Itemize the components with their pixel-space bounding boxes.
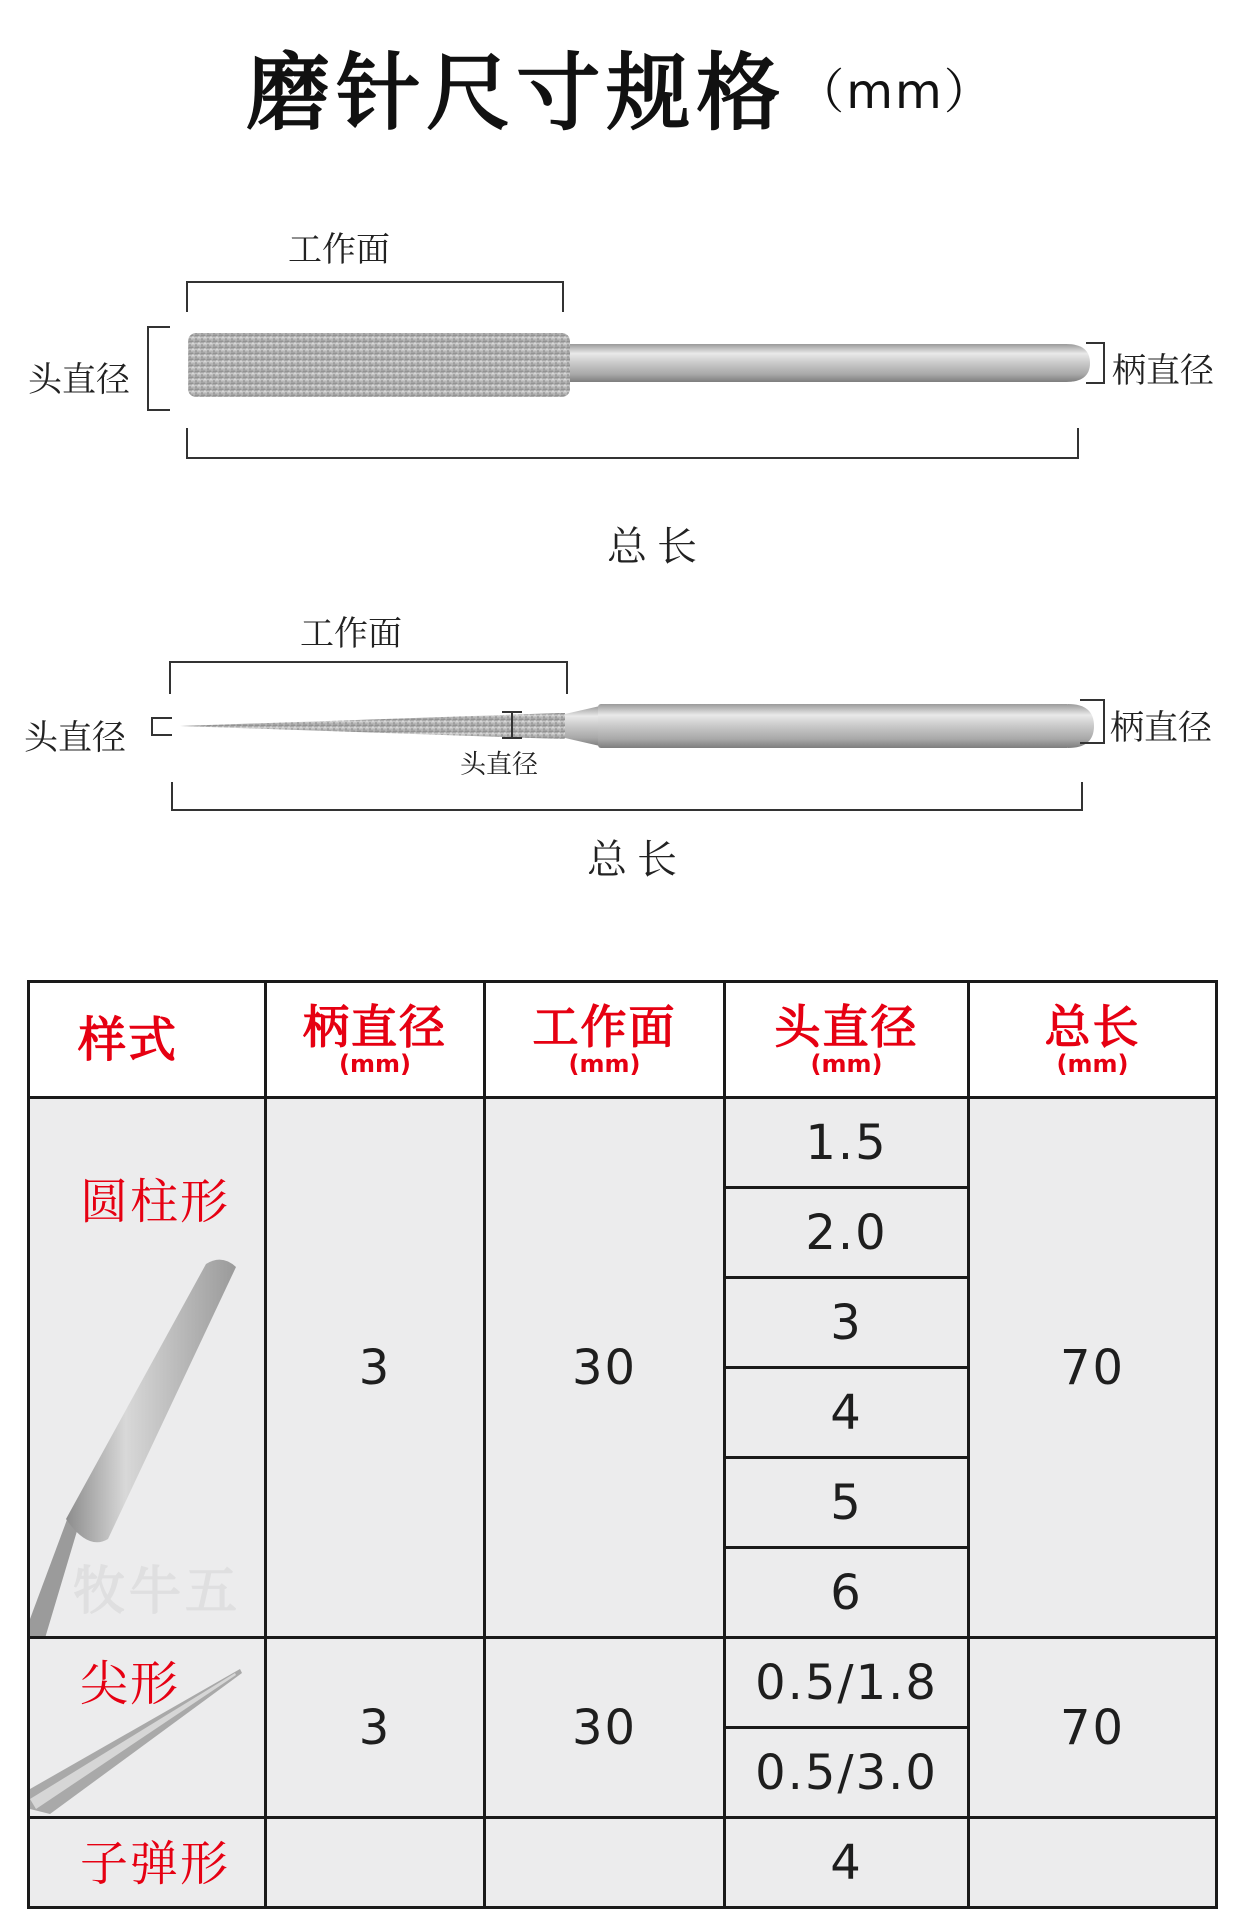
length-value-bullet — [969, 1818, 1217, 1908]
style-name-bullet: 子弹形 — [80, 1836, 231, 1892]
head-value: 4 — [725, 1818, 969, 1908]
watermark-text: 牧牛五 — [72, 1562, 241, 1622]
working-face-label: 工作面 — [288, 230, 390, 270]
style-cell-pointed — [29, 1638, 266, 1818]
working-face-bracket-2 — [170, 662, 567, 694]
header-style: 样式 — [29, 982, 266, 1098]
total-length-label-2: 总长 — [587, 837, 687, 883]
pointed-needle-diagram — [152, 662, 1104, 810]
head-diameter-label-2: 头直径 — [24, 718, 126, 758]
head-value: 3 — [725, 1278, 969, 1368]
shank-diameter-label-2: 柄直径 — [1110, 708, 1212, 748]
head-value: 4 — [725, 1368, 969, 1458]
table-header-row — [29, 982, 1217, 1098]
working-face-label-2: 工作面 — [300, 614, 402, 654]
total-length-bracket-2 — [172, 782, 1082, 810]
shank-value-cylinder: 3 — [266, 1098, 485, 1638]
shank-value-bullet — [266, 1818, 485, 1908]
head-diameter-label: 头直径 — [28, 360, 130, 400]
working-value-bullet — [485, 1818, 725, 1908]
total-length-label: 总长 — [607, 524, 707, 570]
head-diameter-bracket — [148, 327, 170, 410]
style-name-pointed: 尖形 — [80, 1656, 181, 1712]
style-cell-bullet — [29, 1818, 266, 1908]
table-row — [29, 1098, 1217, 1188]
header-working: 工作面 (mm) — [485, 982, 725, 1098]
cylinder-needle-diagram — [148, 282, 1104, 458]
shank-value-pointed: 3 — [266, 1638, 485, 1818]
title-unit: （mm） — [796, 64, 994, 120]
head-value: 0.5/1.8 — [725, 1638, 969, 1728]
title-main: 磨针尺寸规格 — [246, 44, 787, 142]
total-length-bracket — [187, 428, 1078, 458]
grinding-head — [188, 333, 570, 397]
working-value-pointed: 30 — [485, 1638, 725, 1818]
spec-table — [27, 980, 1218, 1909]
head-value: 1.5 — [725, 1098, 969, 1188]
header-length: 总长 (mm) — [969, 982, 1217, 1098]
shank-body — [560, 344, 1068, 382]
table-row — [29, 1818, 1217, 1908]
style-cell-cylinder — [29, 1098, 266, 1638]
length-value-pointed: 70 — [969, 1638, 1217, 1818]
working-value-cylinder: 30 — [485, 1098, 725, 1638]
working-face-bracket — [187, 282, 563, 312]
taper-tip — [180, 713, 565, 739]
needle-dimension-diagram — [0, 0, 1240, 900]
style-name-cylinder: 圆柱形 — [80, 1174, 231, 1230]
head-value: 5 — [725, 1458, 969, 1548]
head-value: 2.0 — [725, 1188, 969, 1278]
length-value-cylinder: 70 — [969, 1098, 1217, 1638]
shank-body-2 — [598, 704, 1070, 748]
table-row — [29, 1638, 1217, 1728]
header-shank: 柄直径 (mm) — [266, 982, 485, 1098]
header-head: 头直径 (mm) — [725, 982, 969, 1098]
head-diameter-bracket-2 — [152, 718, 172, 735]
shank-diameter-label: 柄直径 — [1112, 351, 1214, 391]
head-value: 6 — [725, 1548, 969, 1638]
head-value: 0.5/3.0 — [725, 1728, 969, 1818]
inner-head-diameter-label: 头直径 — [460, 750, 539, 780]
